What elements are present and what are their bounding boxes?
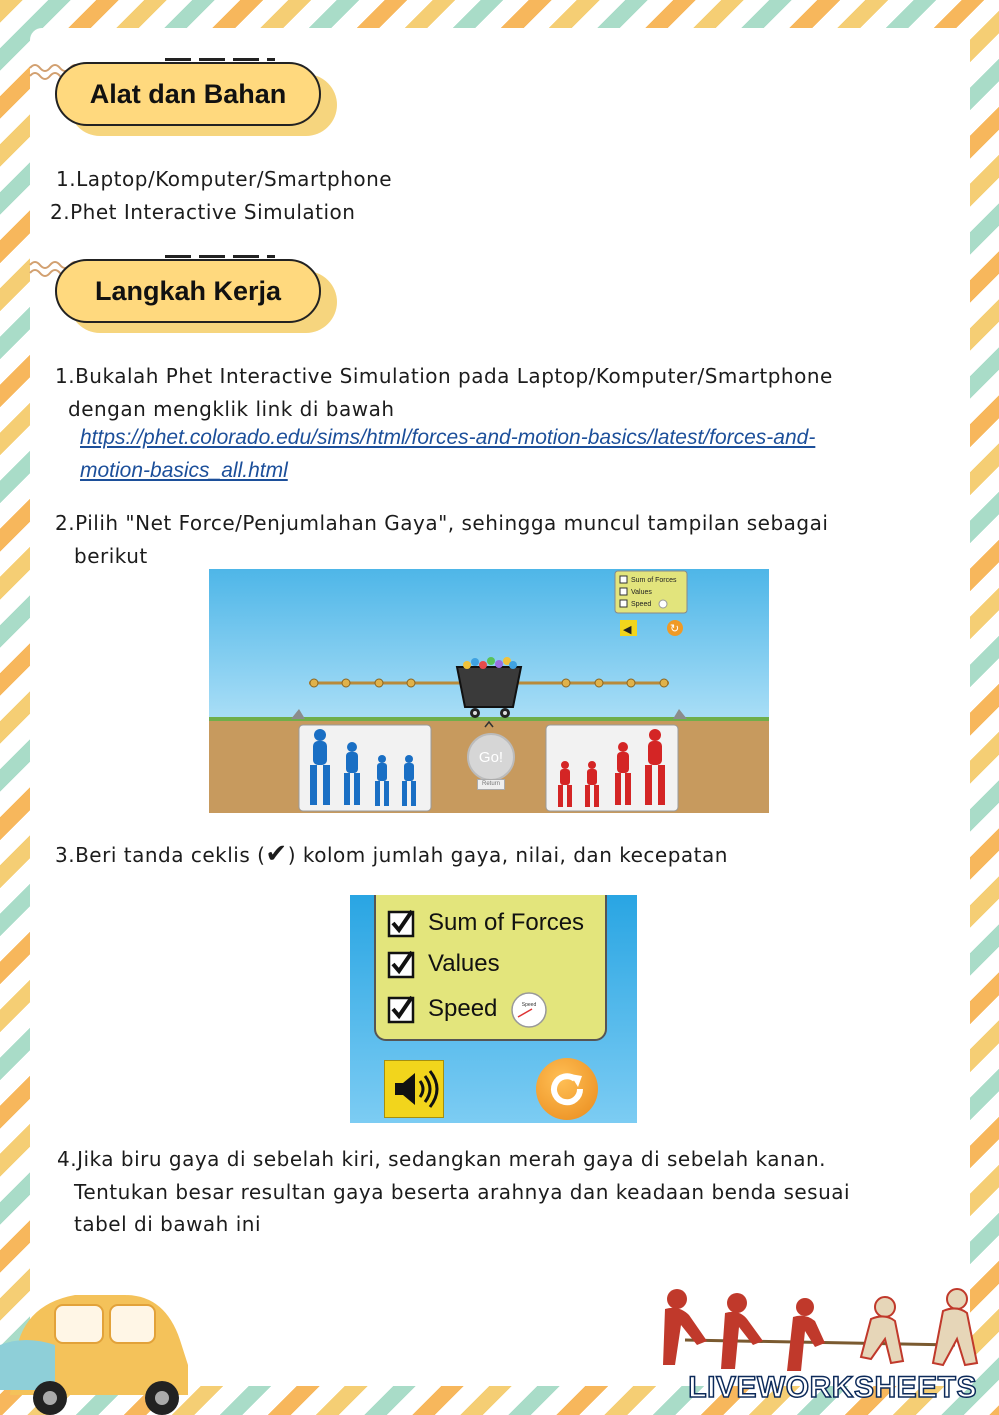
phet-link-continued[interactable]: motion-basics_all.html [80, 459, 288, 482]
tools-item: 2.Phet Interactive Simulation [50, 200, 356, 224]
checkmark-icon: ✔ [265, 839, 288, 869]
speedometer-icon [510, 991, 548, 1029]
step4-line3: tabel di bawah ini [74, 1212, 262, 1236]
tools-item: 1.Laptop/Komputer/Smartphone [56, 167, 393, 191]
step2-line1: 2.Pilih "Net Force/Penjumlahan Gaya", sehingga muncul tampilan sebagai [55, 511, 829, 535]
step1-line1: 1.Bukalah Phet Interactive Simulation pada Laptop/Komputer/Smartphone [55, 364, 833, 388]
return-button[interactable]: Return [477, 779, 505, 790]
mute-icon: ◀ [623, 623, 632, 636]
sim-option-sum: Sum of Forces [631, 577, 677, 584]
sim-option-speed: Speed [631, 601, 652, 608]
heading-alat-dan-bahan [55, 62, 323, 128]
checkbox-checked-icon[interactable] [386, 948, 420, 982]
option-sum-of-forces: Sum of Forces [428, 909, 585, 936]
phet-link[interactable]: https://phet.colorado.edu/sims/html/forces-and-motion-basics/latest/forces-and- [80, 426, 816, 449]
checkbox-checked-icon[interactable] [386, 907, 420, 941]
step2-line2: berikut [74, 544, 148, 568]
reset-icon: ↻ [670, 622, 680, 635]
go-button[interactable]: Go! [467, 733, 515, 781]
step4-line1: 4.Jika biru gaya di sebelah kiri, sedangkan merah gaya di sebelah kanan. [57, 1147, 826, 1171]
heading-label: Langkah Kerja [94, 275, 282, 306]
option-values: Values [428, 950, 500, 977]
phet-net-force-screenshot [209, 569, 769, 813]
sim-option-values: Values [631, 589, 652, 596]
phet-control-panel-screenshot [350, 895, 637, 1123]
heading-label: Alat dan Bahan [89, 78, 287, 109]
cart-icon [457, 657, 521, 718]
car-illustration [0, 1290, 200, 1415]
step4-line2: Tentukan besar resultan gaya beserta arahnya dan keadaan benda sesuai [74, 1180, 851, 1204]
sound-button[interactable] [384, 1060, 444, 1118]
checkbox-checked-icon[interactable] [386, 993, 420, 1027]
liveworksheets-watermark: LIVEWORKSHEETS [688, 1371, 977, 1404]
step3-text: 3.Beri tanda ceklis (✔) kolom jumlah gaya, nilai, dan kecepatan [55, 839, 728, 869]
reset-button[interactable] [536, 1058, 598, 1120]
option-speed: Speed [428, 995, 498, 1022]
heading-langkah-kerja [55, 259, 323, 325]
speaker-icon [385, 1061, 443, 1117]
step1-line2: dengan mengklik link di bawah [68, 397, 395, 421]
reset-icon [536, 1058, 598, 1120]
speedometer-label: Speed [521, 1002, 537, 1008]
